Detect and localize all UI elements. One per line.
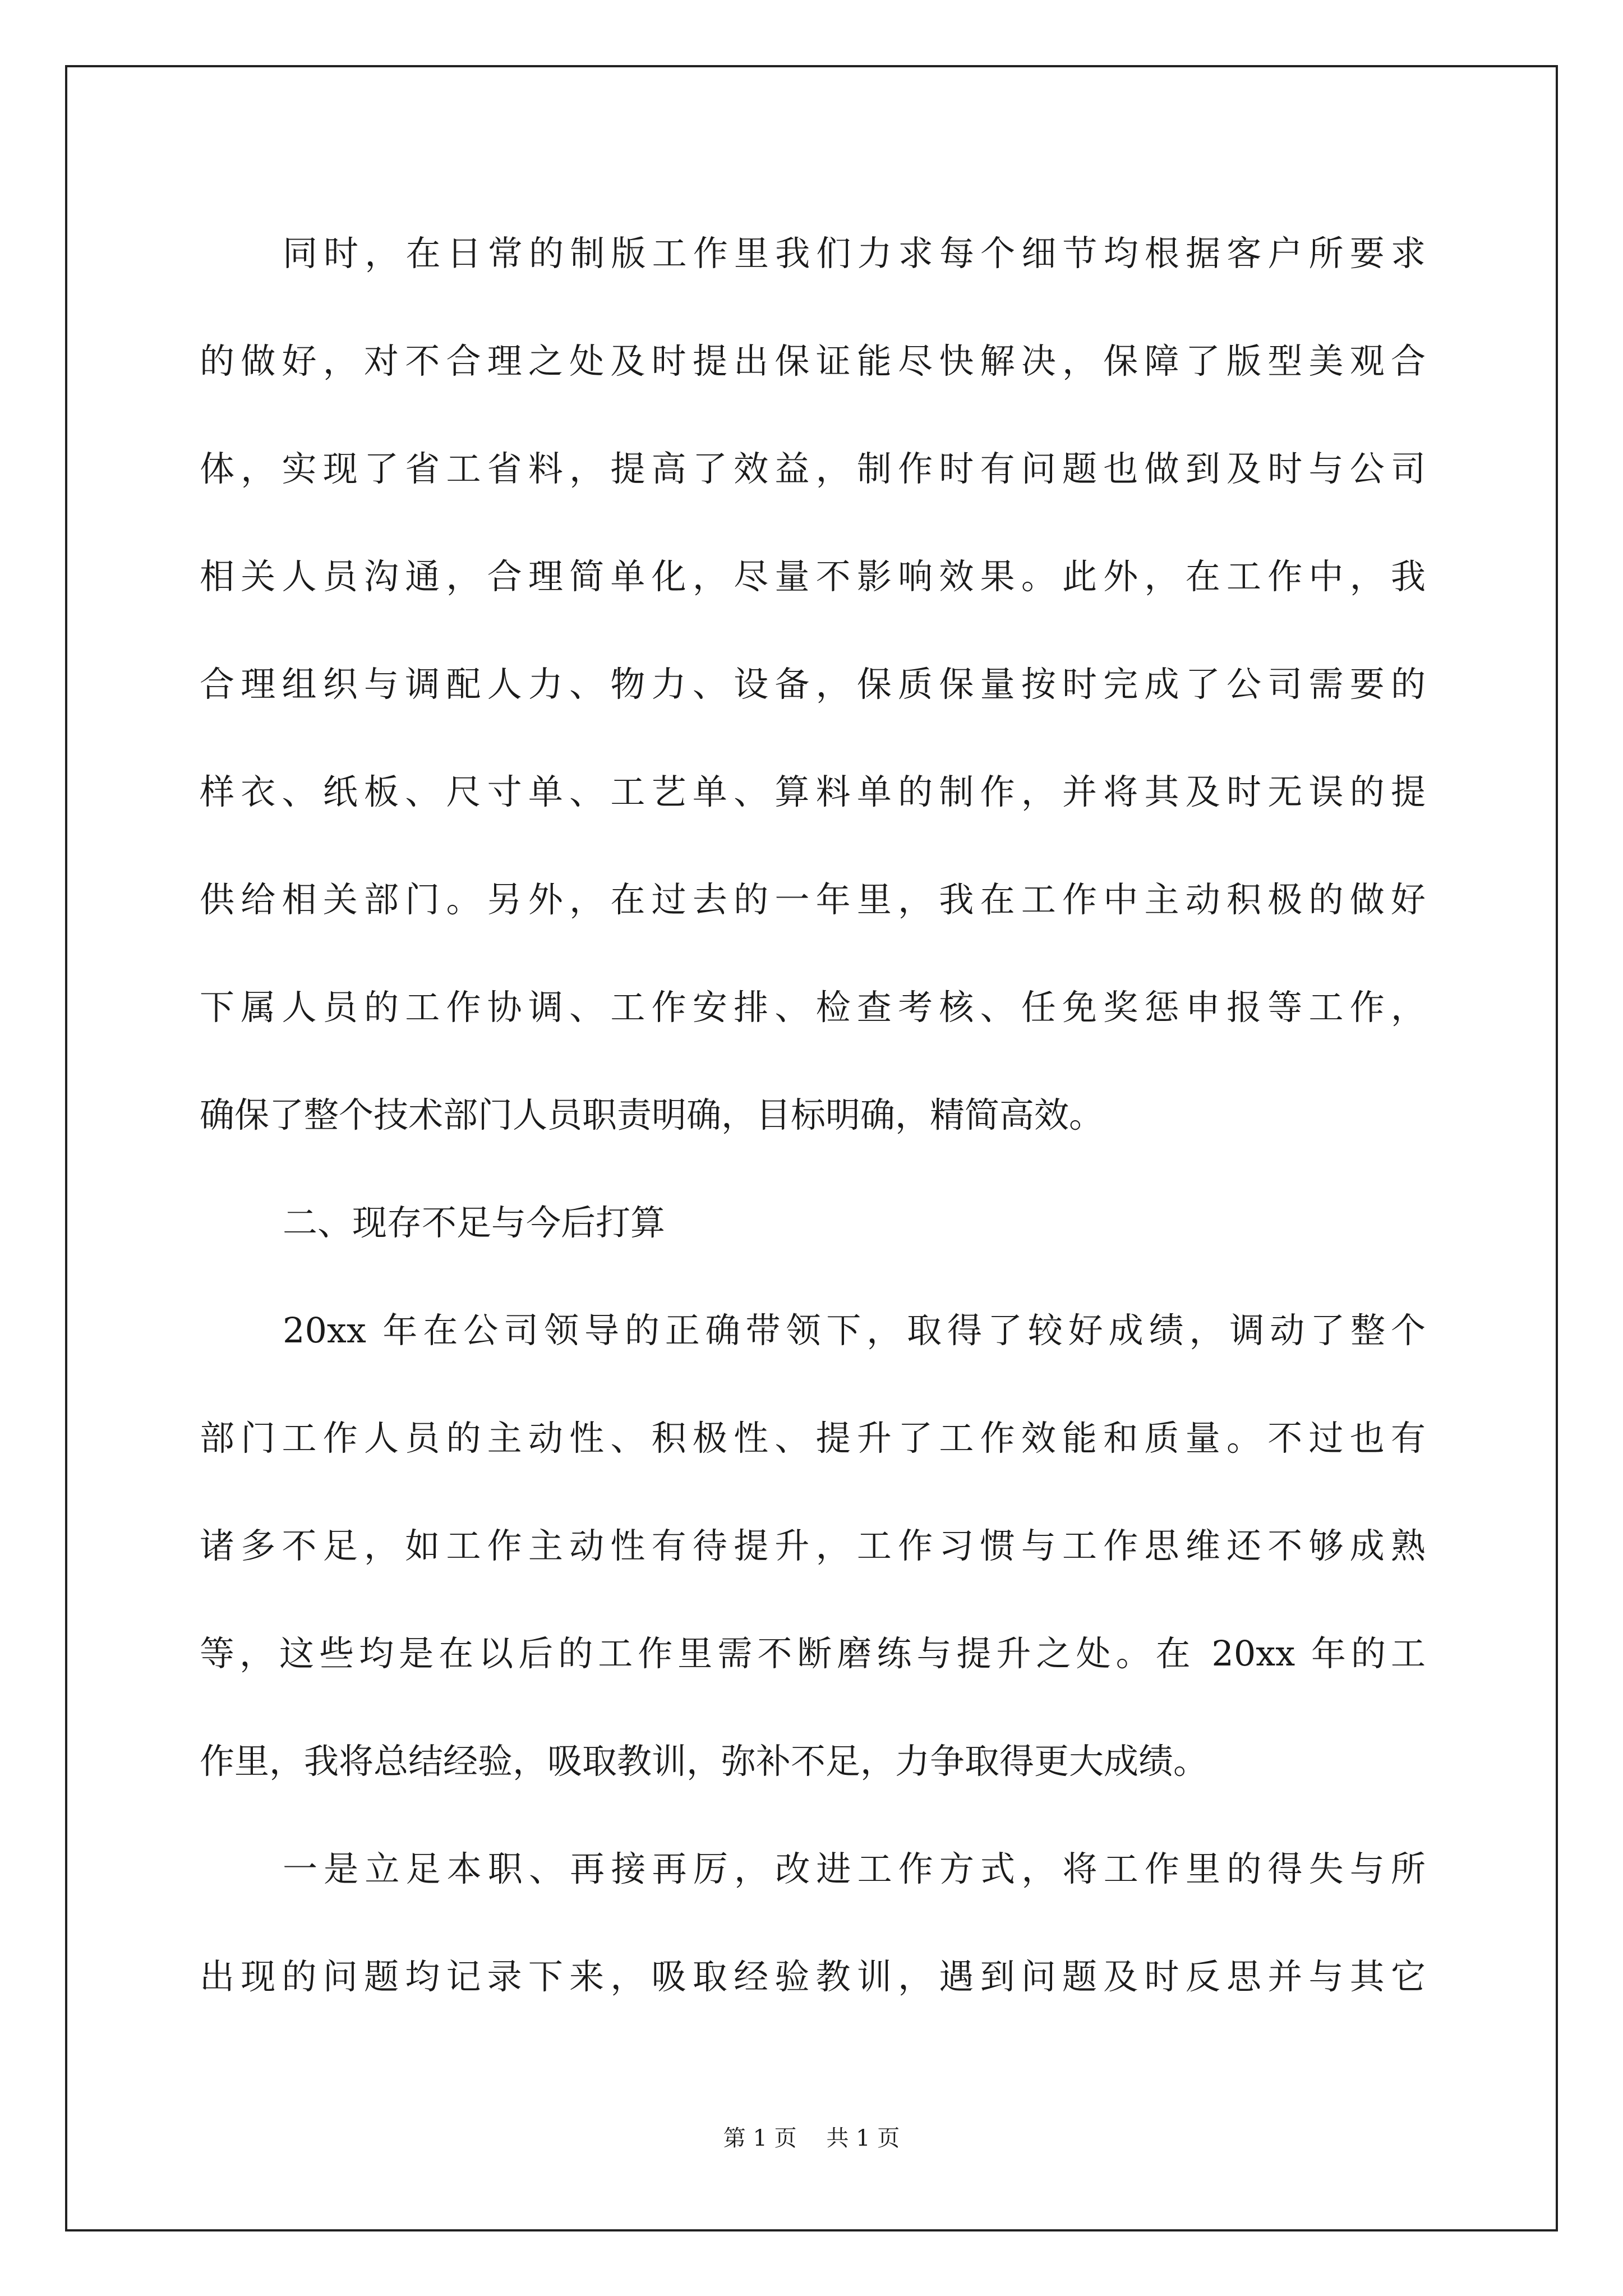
document-body — [200, 200, 1426, 2031]
text-line: 20xx 年在公司领导的正确带领下，取得了较好成绩，调动了整个 — [283, 1310, 1426, 1351]
text-line: 出现的问题均记录下来，吸取经验教训，遇到问题及时反思并与其它 — [200, 1956, 1426, 1997]
text-line: 一是立足本职、再接再厉，改进工作方式，将工作里的得失与所 — [283, 1848, 1426, 1889]
text-line: 诸多不足，如工作主动性有待提升，工作习惯与工作思维还不够成熟 — [200, 1525, 1426, 1566]
text-line: 确保了整个技术部门人员职责明确，目标明确，精简高效。 — [200, 1094, 1104, 1135]
text-line: 合理组织与调配人力、物力、设备，保质保量按时完成了公司需要的 — [200, 664, 1426, 705]
page-total: 共 1 页 — [826, 2125, 900, 2151]
text-line: 作里，我将总结经验，吸取教训，弥补不足，力争取得更大成绩。 — [200, 1741, 1209, 1782]
page-footer — [0, 2120, 1623, 2152]
text-line: 体，实现了省工省料，提高了效益，制作时有问题也做到及时与公司 — [200, 448, 1426, 489]
text-line: 部门工作人员的主动性、积极性、提升了工作效能和质量。不过也有 — [200, 1418, 1426, 1458]
text-line: 等，这些均是在以后的工作里需不断磨练与提升之处。在 20xx 年的工 — [200, 1633, 1426, 1674]
text-line: 的做好，对不合理之处及时提出保证能尽快解决，保障了版型美观合 — [200, 341, 1426, 381]
page-number: 第 1 页 — [723, 2125, 797, 2151]
text-line: 相关人员沟通，合理简单化，尽量不影响效果。此外，在工作中，我 — [200, 556, 1426, 597]
text-line: 样衣、纸板、尺寸单、工艺单、算料单的制作，并将其及时无误的提 — [200, 771, 1426, 812]
section-heading: 二、现存不足与今后打算 — [283, 1202, 666, 1243]
text-line: 同时，在日常的制版工作里我们力求每个细节均根据客户所要求 — [283, 233, 1426, 274]
text-line: 供给相关部门。另外，在过去的一年里，我在工作中主动积极的做好 — [200, 879, 1426, 920]
text-line: 下属人员的工作协调、工作安排、检查考核、任免奖惩申报等工作， — [200, 987, 1426, 1028]
